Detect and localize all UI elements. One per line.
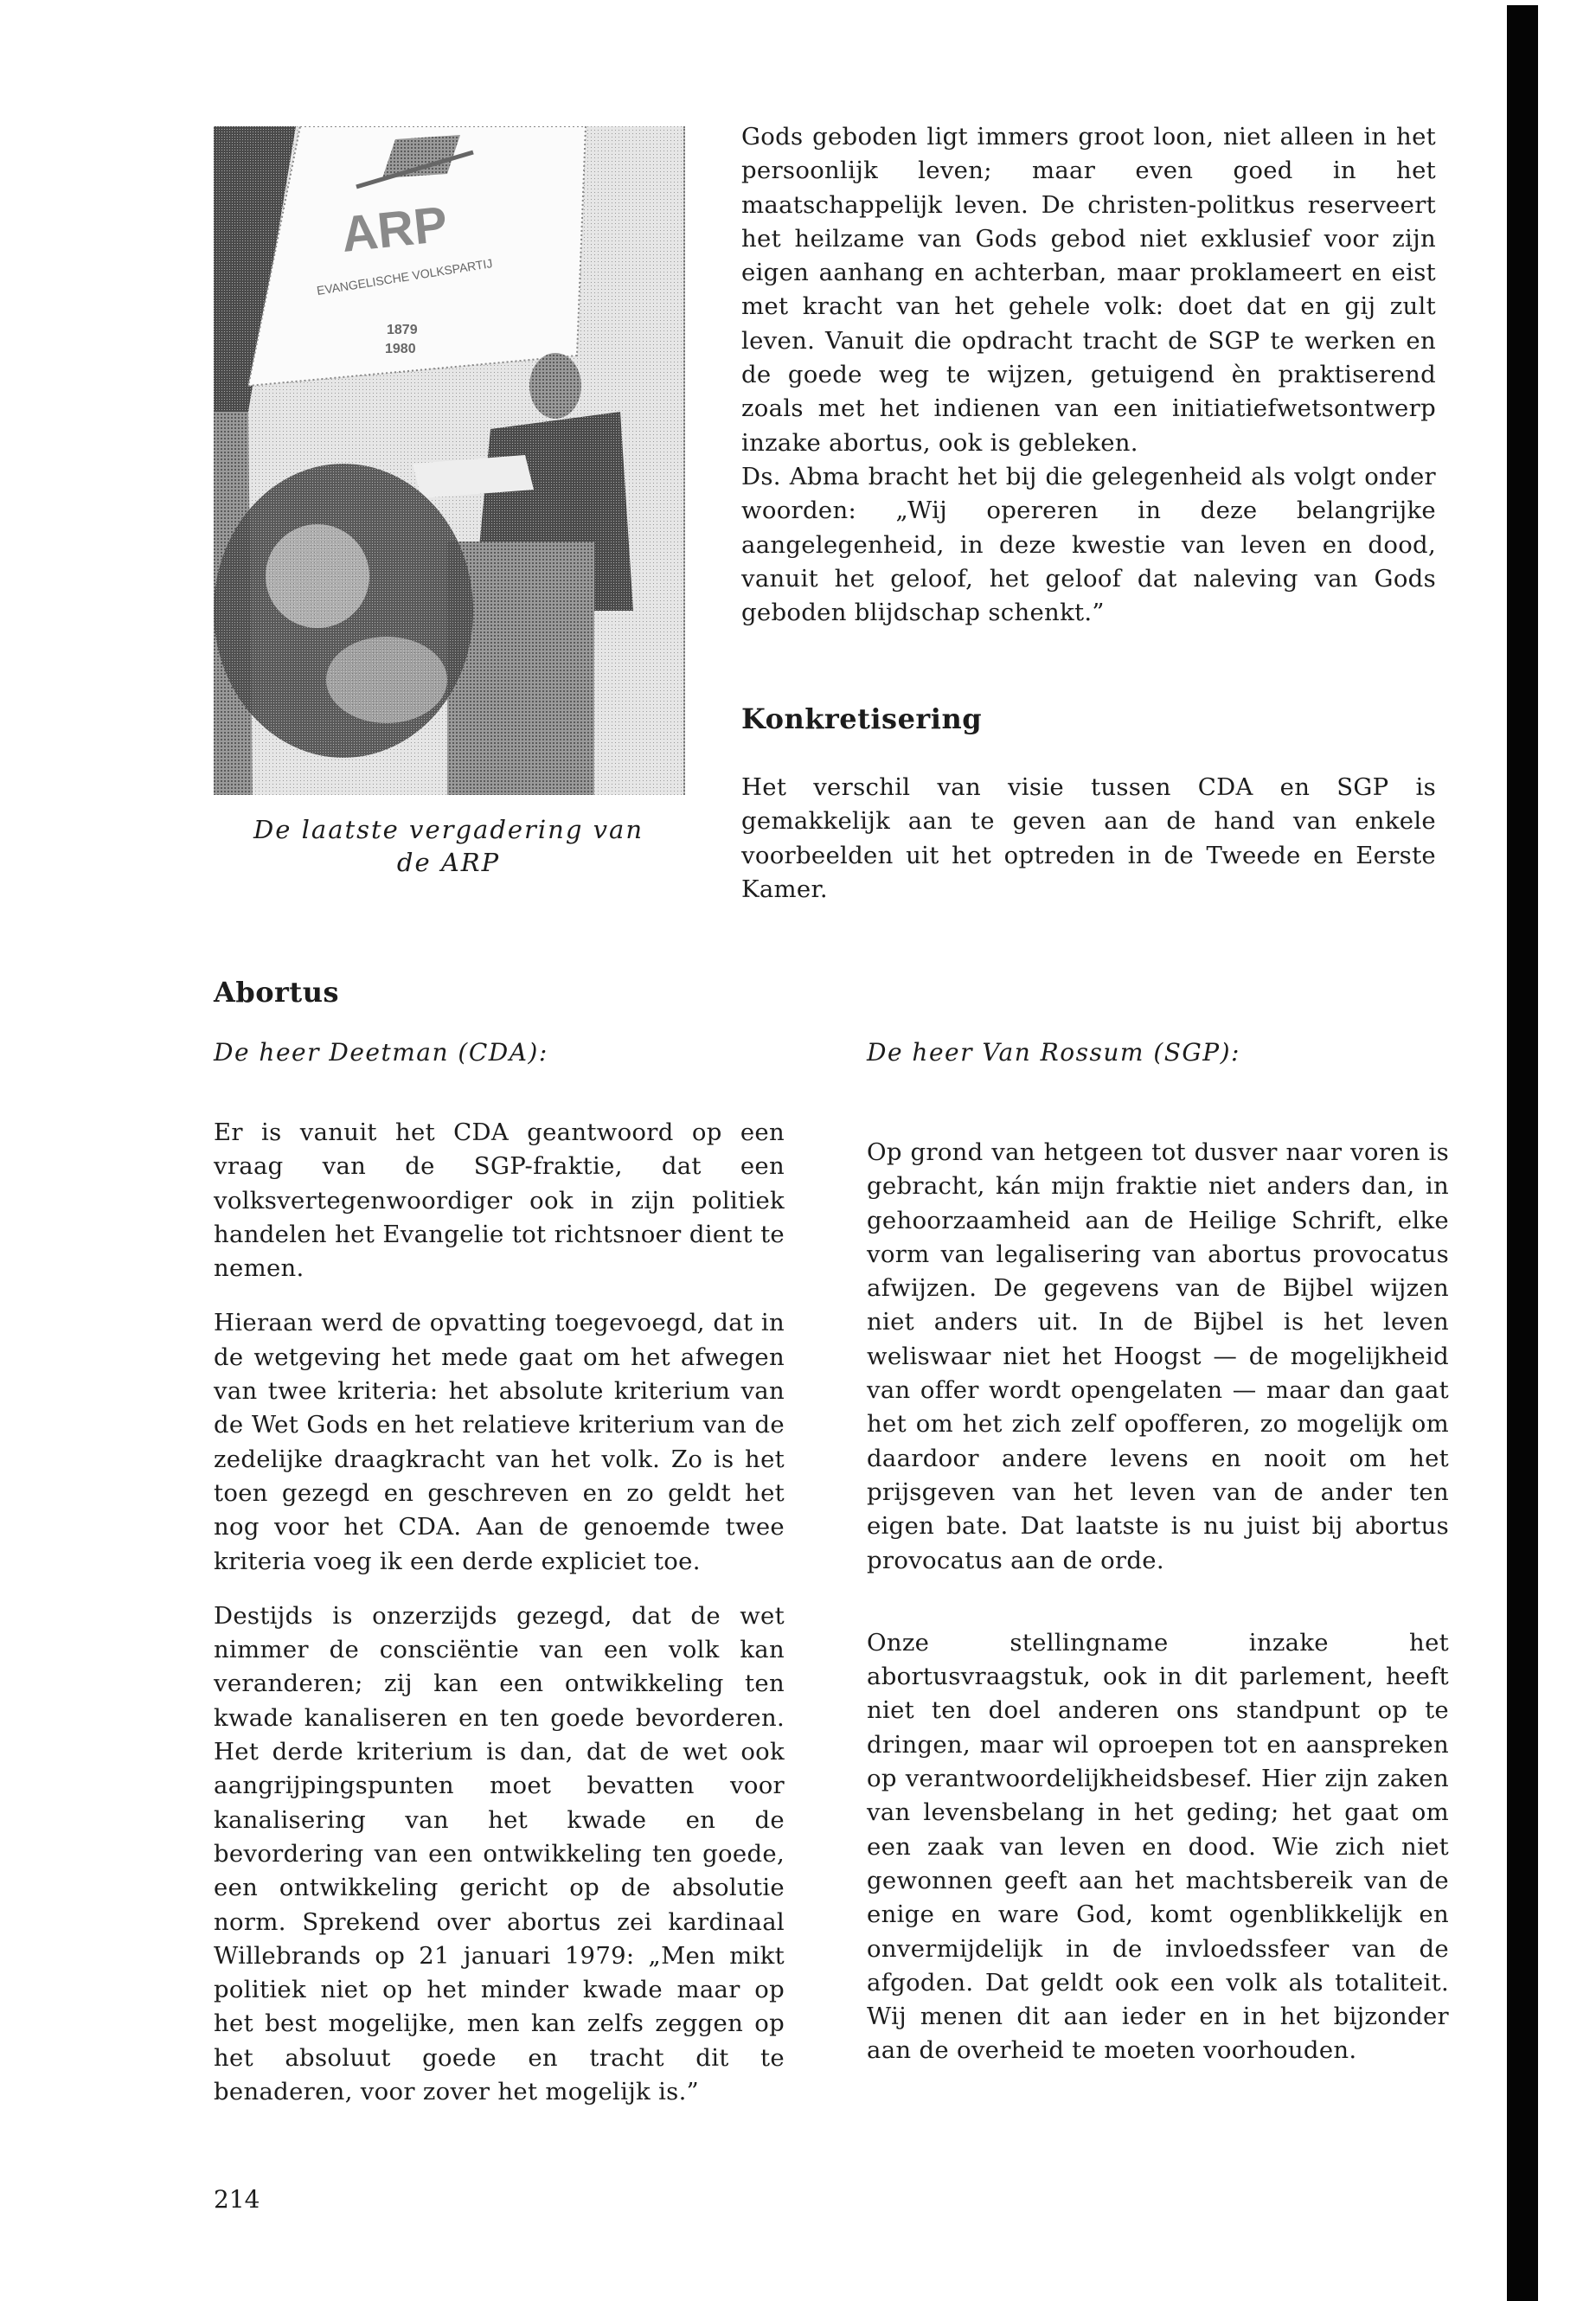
sign-year-start: 1879 (387, 323, 418, 337)
column-cda-statement (214, 1116, 785, 2130)
intro-paragraph-1: Gods geboden ligt immers groot loon, niet alleen in het persoonlijk leven; maar even goed in het maatschappelijk leven. De christen-politkus reserveert het heilzame van Gods gebod niet exklusief voor zijn eigen aanhang en achterban, maar proklameert en eist met kracht van het gehele volk: doet dat en gij zult leven. Vanuit die opdracht tracht de SGP te werken en de goede weg te wijzen, getuigend èn praktiserend zoals met het indienen van een initiatiefwetsontwerp inzake abortus, ook is gebleken. (741, 123, 1436, 457)
intro-text (741, 120, 1436, 630)
konkretisering-paragraph: Het verschil van visie tussen CDA en SGP is gemakkelijk aan te geven aan de hand van enkele voorbeelden uit het optreden in de Tweede en Eerste Kamer. (741, 773, 1436, 903)
heading-konkretisering: Konkretisering (741, 702, 983, 735)
intro-paragraph-2: Ds. Abma bracht het bij die gelegenheid als volgt onder woorden: „Wij opereren in deze belangrijke aangelegenheid, in deze kwestie van leven en dood, vanuit het geloof, het geloof dat naleving van Gods geboden blijdschap schenkt.” (741, 462, 1436, 627)
caption-line-1: De laatste vergadering van (253, 815, 644, 844)
sign-subtitle: EVANGELISCHE VOLKSPARTIJ (315, 256, 494, 298)
photo-caption (214, 813, 683, 879)
page-number: 214 (214, 2185, 260, 2214)
cda-paragraph-1: Er is vanuit het CDA geantwoord op een vraag van de SGP-fraktie, dat een volksvertegenwoordiger ook in zijn politiek handelen het Evangelie tot richtsnoer dient te nemen. (214, 1118, 785, 1283)
heading-abortus: Abortus (214, 976, 339, 1009)
speaker-deetman: De heer Deetman (CDA): (214, 1038, 548, 1067)
caption-line-2: de ARP (396, 848, 501, 877)
konkretisering-text (741, 771, 1436, 907)
sign-title: ARP (338, 195, 451, 263)
speaker-van-rossum: De heer Van Rossum (SGP): (867, 1038, 1240, 1067)
cda-paragraph-2: Hieraan werd de opvatting toegevoegd, dat in de wetgeving het mede gaat om het afwegen van twee kriteria: het absolute kriterium van de Wet Gods en het relatieve kriterium van de zedelijke draagkracht van het volk. Zo is het toen gezegd en geschreven en zo geldt het nog voor het CDA. Aan de genoemde twee kriteria voeg ik een derde expliciet toe. (214, 1309, 785, 1575)
cda-paragraph-3: Destijds is onzerzijds gezegd, dat de wet nimmer de consciëntie van een volk kan veranderen; zij kan een ontwikkeling ten kwade kanaliseren en ten goede bevorderen. Het derde kriterium is dan, dat de wet ook aangrijpingspunten moet bevatten voor kanalisering van het kwade en de bevordering van een ontwikkeling ten goede, een ontwikkeling gericht op de absolutie norm. Sprekend over abortus zei kardinaal Willebrands op 21 januari 1979: „Men mikt politiek niet op het minder kwade maar op het best mogelijke, men kan zelfs zeggen op het absoluut goede en tracht dit te benaderen, voor zover het mogelijk is.” (214, 1601, 785, 2106)
halftone-photo-illustration (214, 126, 683, 795)
sgp-paragraph-2: Onze stellingname inzake het abortusvraagstuk, ook in dit parlement, heeft niet ten doel anderen ons standpunt op te dringen, maar wil oproepen tot en aanspreken op verantwoordelijkheidsbesef. Hier zijn zaken van levensbelang in het geding; het gaat om een zaak van leven en dood. Wie zich niet gewonnen geeft aan het machtsbereik van de enige en ware God, komt ogenblikkelijk en onvermijdelijk in de invloedssfeer van de afgoden. Dat geldt ook een volk als totaliteit. Wij menen dit aan ieder en in het bijzonder aan de overheid te moeten voorhouden. (867, 1628, 1449, 2065)
photo-arp-meeting (214, 126, 685, 795)
column-sgp-statement (867, 1136, 1449, 2089)
scan-edge-bar (1507, 5, 1538, 2301)
sign-year-end: 1980 (385, 342, 416, 356)
sgp-paragraph-1: Op grond van hetgeen tot dusver naar voren is gebracht, kán mijn fraktie niet anders dan, in gehoorzaamheid aan de Heilige Schrift, elke vorm van legalisering van abortus provocatus afwijzen. De gegevens van de Bijbel wijzen niet anders uit. In de Bijbel is het leven weliswaar niet het Hoogst — de mogelijkheid van offer wordt opengelaten — maar dan gaat het om het zich zelf opofferen, zo mogelijk om daardoor andere levens en nooit om het prijsgeven van het leven van de ander ten eigen bate. Dat laatste is nu juist bij abortus provocatus aan de orde. (867, 1138, 1449, 1574)
